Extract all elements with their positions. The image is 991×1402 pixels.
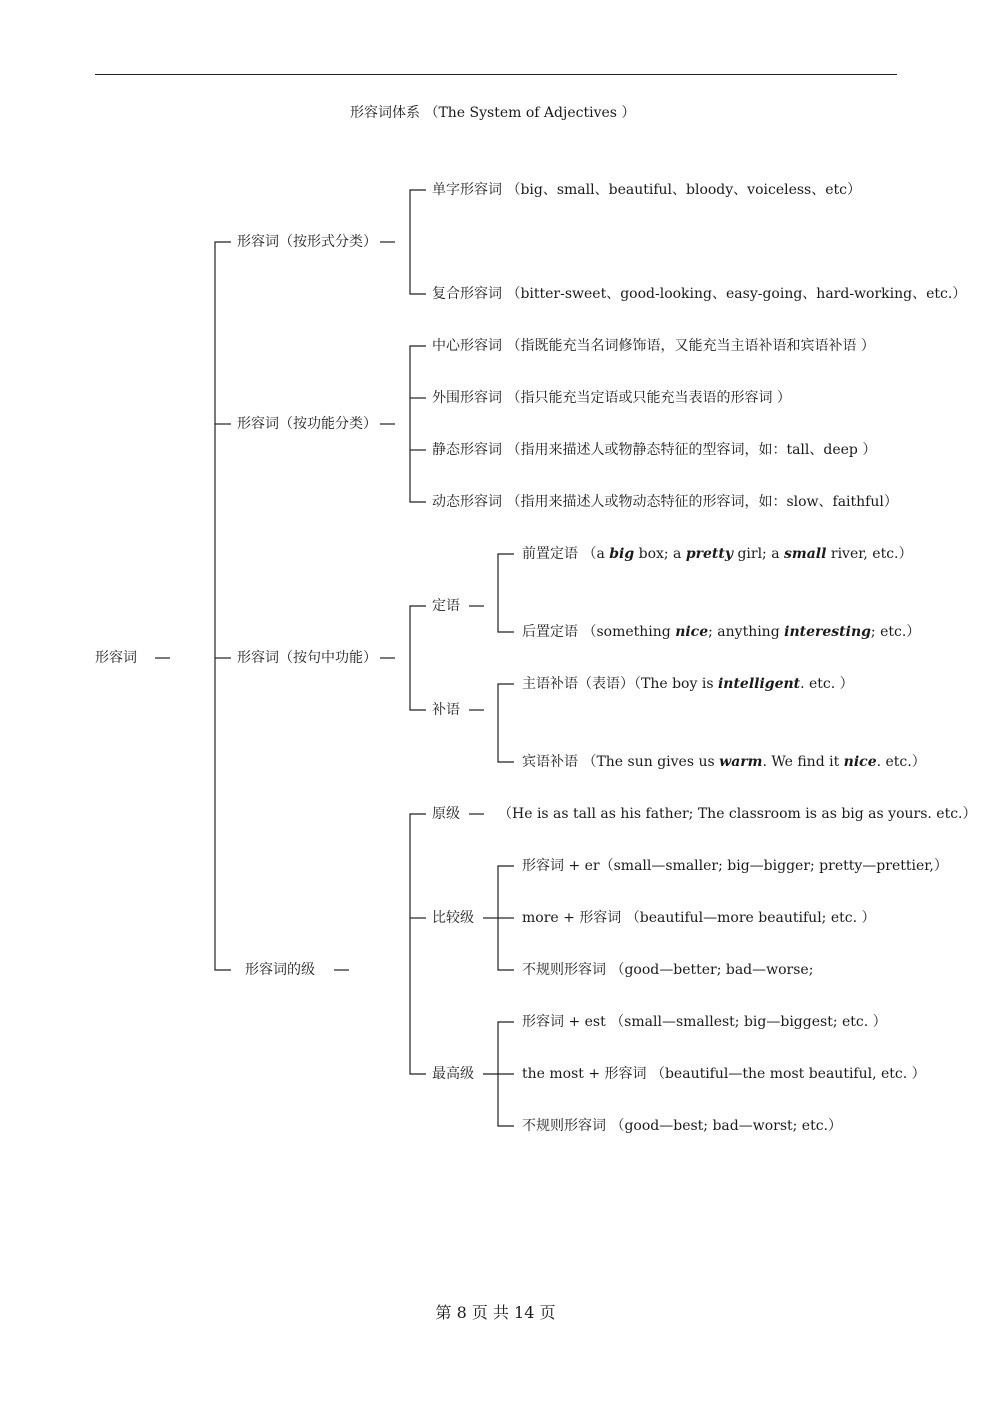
comparative-item: 不规则形容词 （good—better; bad—worse; bbox=[522, 962, 814, 978]
emphasis-word: big bbox=[609, 546, 635, 562]
superlative-label: 最高级 bbox=[432, 1066, 474, 1082]
post-attributive bbox=[522, 622, 920, 642]
branch-form: 形容词（按形式分类） bbox=[237, 234, 377, 250]
pre-attributive bbox=[522, 544, 913, 564]
emphasis-word: interesting bbox=[784, 624, 871, 640]
form-item: 单字形容词 （big、small、beautiful、bloody、voiceless、etc） bbox=[432, 182, 861, 198]
example-text: . etc.） bbox=[876, 754, 926, 770]
superlative-item: 形容词 + est （small—smallest; big—biggest; etc. ） bbox=[522, 1014, 887, 1030]
example-text: ; anything bbox=[708, 624, 785, 640]
object-complement bbox=[522, 752, 926, 772]
example-text: river, etc.） bbox=[826, 546, 913, 562]
root-node: 形容词 bbox=[95, 650, 137, 666]
example-text: . We find it bbox=[762, 754, 844, 770]
example-text: ; etc.） bbox=[870, 624, 921, 640]
page-title: 形容词体系 （The System of Adjectives ） bbox=[350, 105, 636, 121]
example-text: girl; a bbox=[733, 546, 785, 562]
branch-sentence: 形容词（按句中功能） bbox=[237, 650, 377, 666]
function-item: 中心形容词 （指既能充当名词修饰语，又能充当主语补语和宾语补语 ） bbox=[432, 338, 875, 354]
function-item: 动态形容词 （指用来描述人或物动态特征的形容词，如：slow、faithful） bbox=[432, 494, 898, 510]
object-complement-label: 宾语补语 bbox=[522, 754, 578, 770]
complement-label: 补语 bbox=[432, 702, 460, 718]
emphasis-word: small bbox=[784, 546, 827, 562]
function-item: 外围形容词 （指只能充当定语或只能充当表语的形容词 ） bbox=[432, 390, 791, 406]
comparative-item: 形容词 + er（small—smaller; big—bigger; pretty—prettier,） bbox=[522, 858, 948, 874]
emphasis-word: intelligent bbox=[717, 676, 801, 692]
subject-complement bbox=[522, 674, 854, 694]
emphasis-word: nice bbox=[675, 624, 709, 640]
form-item: 复合形容词 （bitter-sweet、good-looking、easy-going、hard-working、etc.） bbox=[432, 286, 967, 302]
example-text: （The boy is bbox=[634, 676, 718, 692]
branch-degree: 形容词的级 bbox=[245, 962, 315, 978]
example-text: box; a bbox=[634, 546, 686, 562]
positive-example: （He is as tall as his father; The classroom is as big as yours. etc.） bbox=[498, 806, 977, 822]
comparative-item: more + 形容词 （beautiful—more beautiful; etc. ） bbox=[522, 910, 876, 926]
comparative-label: 比较级 bbox=[432, 910, 474, 926]
example-text: （a bbox=[582, 546, 610, 562]
emphasis-word: nice bbox=[843, 754, 877, 770]
emphasis-word: pretty bbox=[685, 546, 733, 562]
function-item: 静态形容词 （指用来描述人或物静态特征的型容词，如：tall、deep ） bbox=[432, 442, 877, 458]
page-number: 第 8 页 共 14 页 bbox=[435, 1303, 556, 1322]
branch-function: 形容词（按功能分类） bbox=[237, 416, 377, 432]
example-text: （The sun gives us bbox=[582, 754, 720, 770]
superlative-item: 不规则形容词 （good—best; bad—worst; etc.） bbox=[522, 1118, 843, 1134]
attributive-label: 定语 bbox=[432, 598, 460, 614]
superlative-item: the most + 形容词 （beautiful—the most beautiful, etc. ） bbox=[522, 1066, 926, 1082]
example-text: （something bbox=[582, 624, 676, 640]
positive-label: 原级 bbox=[432, 806, 460, 822]
subject-complement-label: 主语补语（表语） bbox=[522, 676, 634, 692]
emphasis-word: warm bbox=[719, 754, 763, 770]
pre-attributive-label: 前置定语 bbox=[522, 546, 578, 562]
example-text: . etc. ） bbox=[800, 676, 854, 692]
post-attributive-label: 后置定语 bbox=[522, 624, 578, 640]
